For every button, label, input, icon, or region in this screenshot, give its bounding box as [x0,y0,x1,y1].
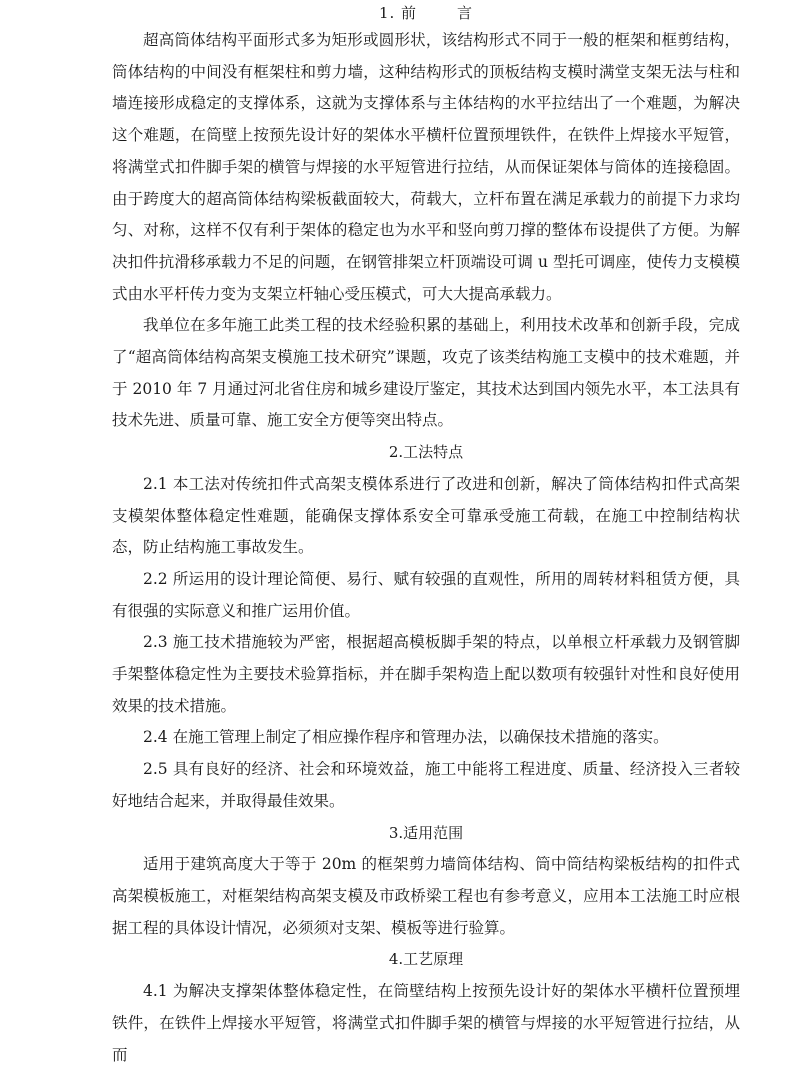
section-1-paragraph-2: 我单位在多年施工此类工程的技术经验积累的基础上，利用技术改革和创新手段，完成了“超高筒体结构高架支模施工技术研究”课题，攻克了该类结构施工支模中的技术难题，并于 2010 年 7 月通过河北省住房和城乡建设厅鉴定，其技术达到国内领先水平，本工法具有技术先进、质量可靠、施工安全方便等突出特点。 [112,316,740,430]
section-4-heading: 4.工艺原理 [388,950,464,969]
section-1-title-char-1: 前 [401,4,418,22]
section-2-item-2-4: 2.4 在施工管理上制定了相应操作程序和管理办法，以确保技术措施的落实。 [143,728,669,747]
section-4-item-4-1: 4.1 为解决支撑架体整体稳定性，在筒壁结构上按预先设计好的架体水平横杆位置预埋铁件，在铁件上焊接水平短管，将满堂式扣件脚手架的横管与焊接的水平短管进行拉结，从而 [112,982,740,1064]
section-1-heading [112,0,740,25]
section-2-item-2-3: 2.3 施工技术措施较为严密，根据超高模板脚手架的特点，以单根立杆承载力及钢管脚手架整体稳定性为主要技术验算指标，并在脚手架构造上配以数项有较强针对性和良好使用效果的技术措施。 [112,633,740,715]
section-2-item-2-2: 2.2 所运用的设计理论简便、易行、赋有较强的直观性，所用的周转材料租赁方便，具有很强的实际意义和推广运用价值。 [112,569,740,620]
section-3-paragraph-1: 适用于建筑高度大于等于 20m 的框架剪力墙筒体结构、筒中筒结构梁板结构的扣件式高架模板施工，对框架结构高架支模及市政桥梁工程也有参考意义，应用本工法施工时应根据工程的具体设计情况，必须须对支架、模板等进行验算。 [112,855,740,937]
section-3-heading: 3.适用范围 [388,823,464,842]
section-2-item-2-1: 2.1 本工法对传统扣件式高架支模体系进行了改进和创新，解决了筒体结构扣件式高架支模架体整体稳定性难题，能确保支撑体系安全可靠承受施工荷载，在施工中控制结构状态，防止结构施工事故发生。 [112,474,740,557]
section-1-number: 1. [378,4,396,22]
document-page [112,0,740,1071]
section-1-paragraph-1: 超高筒体结构平面形式多为矩形或圆形状，该结构形式不同于一般的框架和框剪结构，筒体结构的中间没有框架柱和剪力墙，这种结构形式的顶板结构支模时满堂支架无法与柱和墙连接形成稳定的支撑体系，这就为支撑体系与主体结构的水平拉结出了一个难题，为解决这个难题，在筒壁上按预先设计好的架体水平横杆位置预埋铁件，在铁件上焊接水平短管，将满堂式扣件脚手架的横管与焊接的水平短管进行拉结，从而保证架体与筒体的连接稳固。由于跨度大的超高筒体结构梁板截面较大，荷载大，立杆布置在满足承载力的前提下力求均匀、对称，这样不仅有利于架体的稳定也为水平和竖向剪刀撑的整体布设提供了方便。为解决扣件抗滑移承载力不足的问题，在钢管排架立杆顶端设可调 u 型托可调座，使传力支模模式由水平杆传力变为支架立杆轴心受压模式，可大大提高承载力。 [112,31,740,303]
section-2-item-2-5: 2.5 具有良好的经济、社会和环境效益，施工中能将工程进度、质量、经济投入三者较好地结合起来，并取得最佳效果。 [112,760,740,810]
section-2-heading: 2.工法特点 [388,443,464,462]
section-1-title-char-2: 言 [457,4,474,22]
